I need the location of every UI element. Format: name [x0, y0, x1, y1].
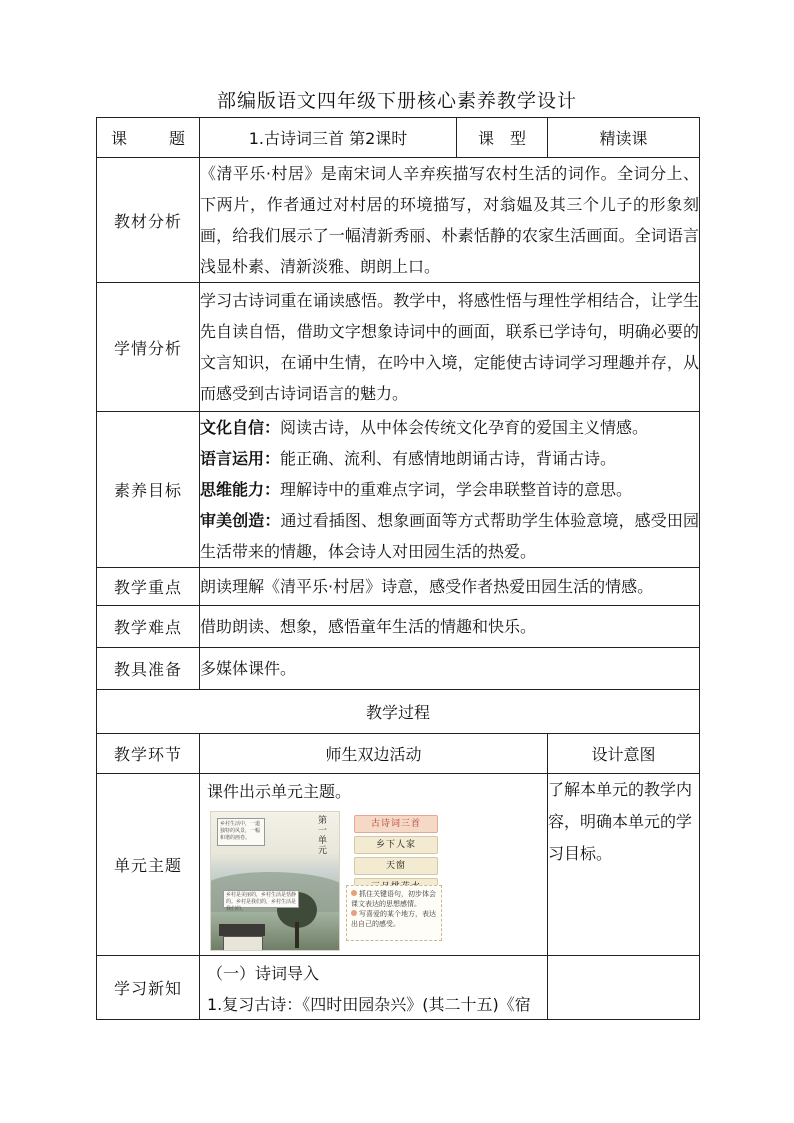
subject-value: 1.古诗词三首 第2课时 [200, 118, 457, 158]
new-knowledge-row [97, 956, 700, 1020]
bullet-icon [351, 910, 357, 916]
new-knowledge-intent [548, 956, 700, 1020]
type-label: 课 型 [457, 118, 548, 158]
unit-theme-activity-cell [200, 774, 548, 956]
poem-item: 古诗词三首 [354, 815, 438, 833]
col-intent: 设计意图 [548, 734, 700, 774]
materials-row [97, 648, 700, 690]
goal-culture-text: 阅读古诗，从中体会传统文化孕育的爱国主义情感。 [280, 418, 649, 437]
goal-culture-key: 文化自信： [200, 418, 281, 437]
house-roof [219, 924, 265, 936]
type-value: 精读课 [548, 118, 700, 158]
goal-aesthetic-text: 通过看插图、想象画面等方式帮助学生体验意境，感受田园生活带来的情趣，体会诗人对田园生活的热爱。 [200, 511, 699, 561]
materials-label: 教具准备 [97, 648, 200, 690]
new-knowledge-cell [200, 956, 548, 1020]
unit-goal-1-text: 抓住关键语句，初步体会课文表达的思想感情。 [351, 890, 436, 908]
subject-label-cell [97, 118, 200, 158]
tree-trunk [295, 922, 299, 948]
learner-analysis-text: 学习古诗词重在诵读感悟。教学中，将感性悟与理性学相结合，让学生先自读自悟，借助文字想象诗词中的画面，联系已学诗句，明确必要的文言知识，在诵中生情，在吟中入境，定能使古诗词学习理趣并存，从而感受到古诗词语言的魅力。 [200, 283, 700, 412]
goal-aesthetic-key: 审美创造： [200, 511, 281, 530]
goal-aesthetic [200, 505, 699, 567]
goal-thinking-text: 理解诗中的重难点字词，学会串联整首诗的意思。 [280, 480, 633, 499]
subject-label-b: 题 [168, 129, 185, 148]
literacy-goals-row [97, 412, 700, 568]
learner-analysis-row [97, 283, 700, 412]
illustration-note-top: 乡村生活中，一道独特的风景，一幅和谐的画卷。 [217, 818, 265, 846]
poem-item: 天窗 [354, 857, 438, 875]
goal-language-key: 语言运用： [200, 449, 281, 468]
header-row [97, 118, 700, 158]
unit-number-label: 第一单元 [316, 815, 326, 855]
material-analysis-label: 教材分析 [97, 158, 200, 283]
materials-text: 多媒体课件。 [200, 648, 700, 690]
goal-language-text: 能正确、流利、有感情地朗诵古诗，背诵古诗。 [280, 449, 617, 468]
unit-goal-2 [351, 909, 437, 929]
literacy-goals-content [200, 412, 700, 568]
unit-theme-intent: 了解本单元的教学内容，明确本单元的学习目标。 [548, 774, 700, 956]
difficult-points-label: 教学难点 [97, 606, 200, 648]
material-analysis-text: 《清平乐·村居》是南宋词人辛弃疾描写农村生活的词作。全词分上、下两片，作者通过对村居的环境描写，对翁媪及其三个儿子的形象刻画，给我们展示了一幅清新秀丽、朴素恬静的农家生活画面。全词语言浅显朴素、清新淡雅、朗朗上口。 [200, 158, 700, 283]
goal-language [200, 443, 699, 474]
goal-thinking [200, 474, 699, 505]
goal-thinking-key: 思维能力： [200, 480, 281, 499]
poem-item: 乡下人家 [354, 836, 438, 854]
difficult-points-text: 借助朗读、想象，感悟童年生活的情趣和快乐。 [200, 606, 700, 648]
subject-label-a: 课 [111, 129, 128, 148]
unit-goals-box [346, 885, 442, 941]
difficult-points-row [97, 606, 700, 648]
col-stage: 教学环节 [97, 734, 200, 774]
unit-theme-row [97, 774, 700, 956]
unit-theme-label: 单元主题 [97, 774, 200, 956]
document-title: 部编版语文四年级下册核心素养教学设计 [216, 90, 577, 112]
process-heading-row [97, 690, 700, 734]
new-knowledge-label: 学习新知 [97, 956, 200, 1020]
key-points-label: 教学重点 [97, 568, 200, 606]
new-knowledge-line-2: 1.复习古诗：《四时田园杂兴》(其二十五)《宿 [207, 995, 531, 1014]
unit-theme-activity: 课件出示单元主题。 [207, 782, 352, 801]
learner-analysis-label: 学情分析 [97, 283, 200, 412]
bullet-icon [351, 890, 357, 896]
process-heading: 教学过程 [97, 690, 700, 734]
goal-culture [200, 412, 699, 443]
house-wall [223, 936, 263, 951]
unit-theme-illustration [210, 811, 440, 951]
unit-goal-1 [351, 889, 437, 909]
illustration-note-bottom: 乡村是美丽的，乡村生活是恬静的。乡村是我们的，乡村生活是我们的。 [223, 890, 299, 908]
literacy-goals-label: 素养目标 [97, 412, 200, 568]
lesson-plan-table [96, 117, 700, 1020]
unit-goal-2-text: 写喜爱的某个地方，表达出自己的感受。 [351, 910, 436, 928]
material-analysis-row [97, 158, 700, 283]
key-points-row [97, 568, 700, 606]
process-columns-row [97, 734, 700, 774]
new-knowledge-line-1: （一）诗词导入 [207, 964, 320, 983]
key-points-text: 朗读理解《清平乐·村居》诗意，感受作者热爱田园生活的情感。 [200, 568, 700, 606]
col-activity: 师生双边活动 [200, 734, 548, 774]
